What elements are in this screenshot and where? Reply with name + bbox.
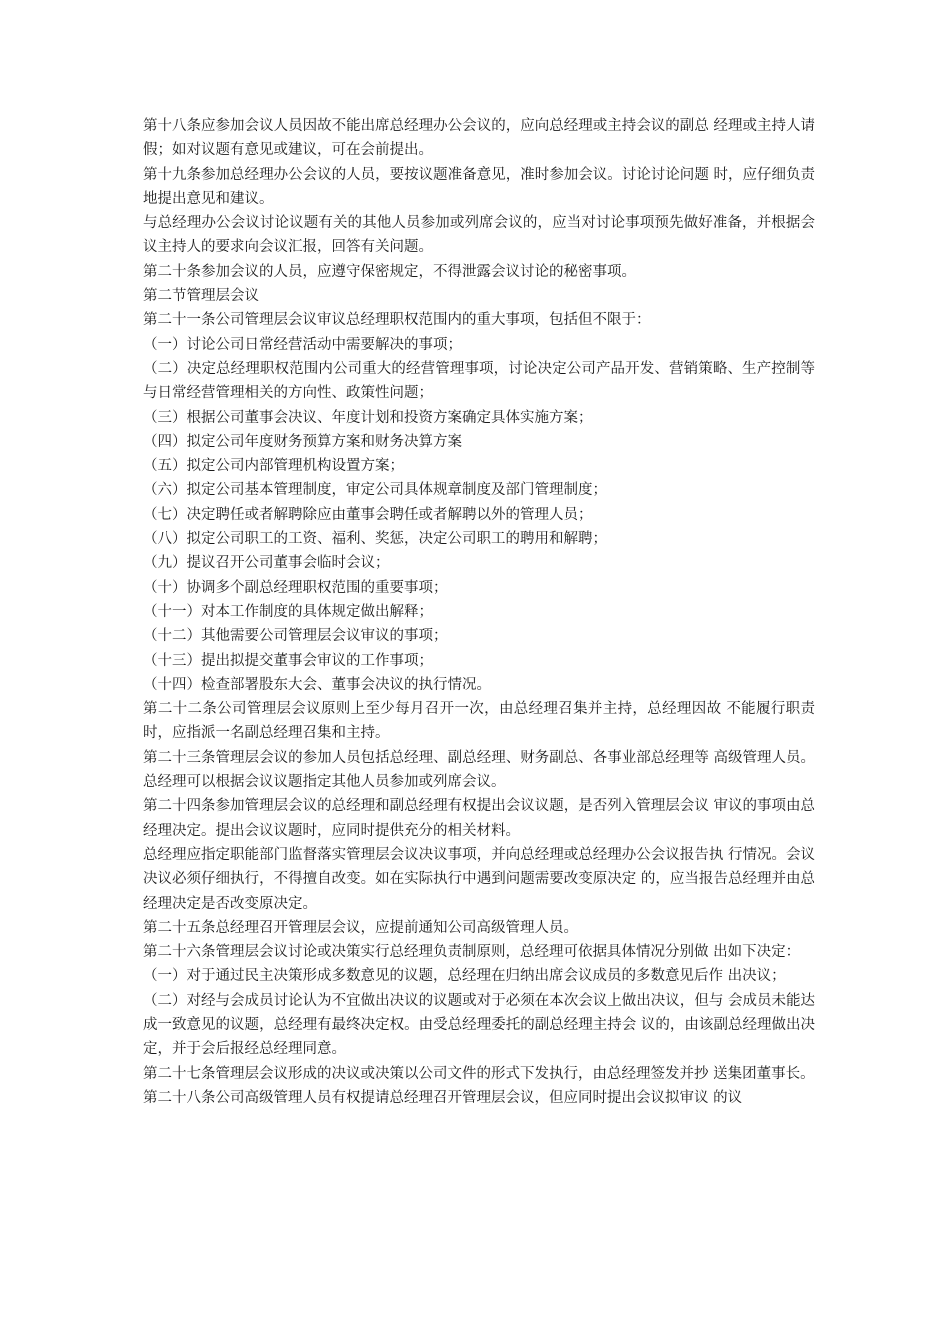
list-item: （五）拟定公司内部管理机构设置方案； (143, 458, 404, 475)
list-item: （十）协调多个副总经理职权范围的重要事项； (143, 579, 448, 596)
list-item: （一）讨论公司日常经营活动中需要解决的事项； (143, 336, 462, 353)
paragraph: 第二十五条总经理召开管理层会议，应提前通知公司高级管理人员。 (143, 919, 578, 936)
list-item: （一）对于通过民主决策形成多数意见的议题，总经理在归纳出席会议成员的多数意见后作 出决议； (143, 968, 786, 985)
paragraph: 第二十四条参加管理层会议的总经理和副总经理有权提出会议议题，是否列入管理层会议 审议的事项由总经理决定。提出会议议题时，应同时提供充分的相关材料。 (143, 798, 815, 839)
paragraph: 第十八条应参加会议人员因故不能出席总经理办公会议的，应向总经理或主持会议的副总 经理或主持人请假；如对议题有意见或建议，可在会前提出。 (143, 118, 815, 159)
paragraph: 第二十一条公司管理层会议审议总经理职权范围内的重大事项，包括但不限于： (143, 312, 651, 329)
list-item: （八）拟定公司职工的工资、福利、奖惩，决定公司职工的聘用和解聘； (143, 531, 607, 548)
list-item: （九）提议召开公司董事会临时会议； (143, 555, 390, 572)
list-item: （二）决定总经理职权范围内公司重大的经营管理事项，讨论决定公司产品开发、营销策略、生产控制等与日常经营管理相关的方向性、政策性问题； (143, 360, 815, 402)
list-item: （十三）提出拟提交董事会审议的工作事项； (143, 652, 433, 669)
list-item: （十四）检查部署股东大会、董事会决议的执行情况。 (143, 676, 491, 693)
section-heading: 第二节管理层会议 (143, 288, 259, 305)
list-item: （三）根据公司董事会决议、年度计划和投资方案确定具体实施方案； (143, 409, 593, 426)
paragraph: 第二十条参加会议的人员，应遵守保密规定，不得泄露会议讨论的秘密事项。 (143, 263, 636, 280)
paragraph: 第二十八条公司高级管理人员有权提请总经理召开管理层会议，但应同时提出会议拟审议 的议 (143, 1089, 743, 1106)
paragraph: 第二十六条管理层会议讨论或决策实行总经理负责制原则，总经理可依据具体情况分别做 出如下决定： (143, 944, 801, 961)
list-item: （七）决定聘任或者解聘除应由董事会聘任或者解聘以外的管理人员； (143, 506, 593, 523)
paragraph: 第二十七条管理层会议形成的决议或决策以公司文件的形式下发执行，由总经理签发并抄 送集团董事长。 (143, 1065, 815, 1082)
paragraph: 与总经理办公会议讨论议题有关的其他人员参加或列席会议的，应当对讨论事项预先做好准备，并根据会议主持人的要求向会议汇报，回答有关问题。 (143, 215, 815, 256)
list-item: （十一）对本工作制度的具体规定做出解释； (143, 603, 433, 620)
document-body (143, 114, 815, 1110)
paragraph: 总经理应指定职能部门监督落实管理层会议决议事项，并向总经理或总经理办公会议报告执 行情况。会议决议必须仔细执行，不得擅自改变。如在实际执行中遇到问题需要改变原决定 的，应当报告总经理并由总经理决定是否改变原决定。 (143, 846, 815, 912)
list-item: （二）对经与会成员讨论认为不宜做出决议的议题或对于必须在本次会议上做出决议，但与 会成员未能达成一致意见的议题，总经理有最终决定权。由受总经理委托的副总经理主持会 议的，由该副总经理做出决定，并于会后报经总经理同意。 (143, 992, 815, 1058)
list-item: （四）拟定公司年度财务预算方案和财务决算方案 (143, 433, 462, 450)
paragraph: 第二十二条公司管理层会议原则上至少每月召开一次，由总经理召集并主持，总经理因故 不能履行职责时，应指派一名副总经理召集和主持。 (143, 701, 815, 742)
paragraph: 第十九条参加总经理办公会议的人员，要按议题准备意见，准时参加会议。讨论讨论问题 时，应仔细负责地提出意见和建议。 (143, 166, 815, 207)
list-item: （六）拟定公司基本管理制度，审定公司具体规章制度及部门管理制度； (143, 482, 607, 499)
paragraph: 第二十三条管理层会议的参加人员包括总经理、副总经理、财务副总、各事业部总经理等 高级管理人员。总经理可以根据会议议题指定其他人员参加或列席会议。 (143, 749, 815, 791)
list-item: （十二）其他需要公司管理层会议审议的事项； (143, 628, 448, 645)
